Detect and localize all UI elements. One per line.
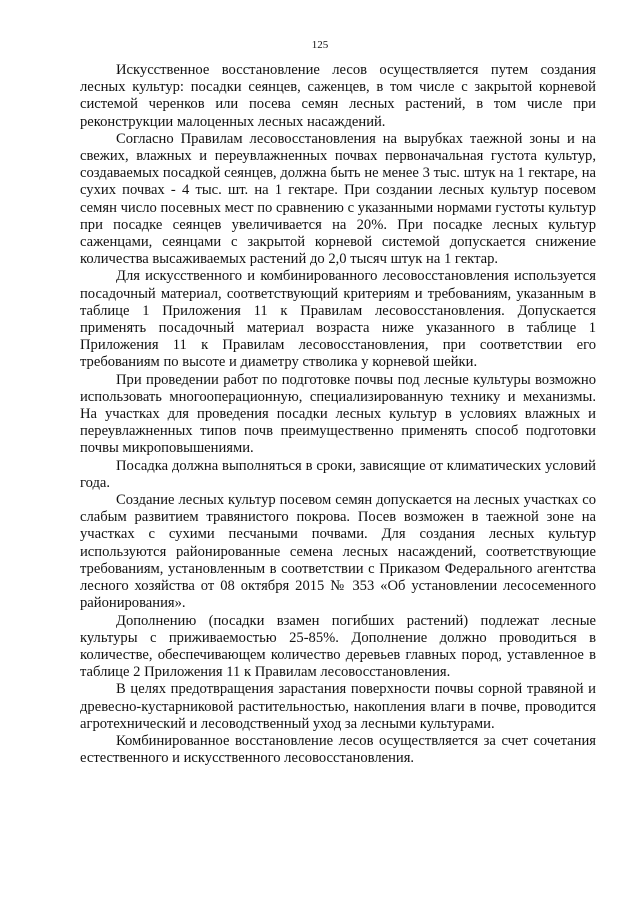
paragraph-planting-material: Для искусственного и комбинированного лесовосстановления используется посадочный материал, соответствующий критериям и требованиям, указанным в таблице 1 Приложения 11 к Правилам лесовосстановления. Допускается применять посадочный материал возраста ниже указанного в таблице 1 Приложения 11 к Правилам лесовосстановления, при соответствии его требованиям по высоте и диаметру стволика у корневой шейки. bbox=[80, 268, 596, 371]
paragraph-agrotechnical-care: В целях предотвращения зарастания поверхности почвы сорной травяной и древесно-кустарниковой растительностью, накопления влаги в почве, проводится агротехнический и лесоводственный уход за лесными культурами. bbox=[80, 681, 596, 732]
page-number: 125 bbox=[311, 39, 329, 51]
body-text bbox=[80, 62, 596, 767]
paragraph-soil-preparation: При проведении работ по подготовке почвы под лесные культуры возможно использовать многооперационную, специализированную технику и механизмы. На участках для проведения посадки лесных культур в условиях влажных и переувлажненных типов почв преимущественно применять способ подготовки почвы микроповышениями. bbox=[80, 371, 596, 457]
paragraph-artificial-restoration: Искусственное восстановление лесов осуществляется путем создания лесных культур: посадки сеянцев, саженцев, в том числе с закрытой корневой системой черенков или посева семян лесных растений, в том числе при реконструкции малоценных лесных насаждений. bbox=[80, 62, 596, 130]
paragraph-replanting: Дополнению (посадки взамен погибших растений) подлежат лесные культуры с приживаемостью 25-85%. Дополнение должно проводиться в количестве, обеспечивающем количество деревьев главных пород, уставленное в таблице 2 Приложения 11 к Правилам лесовосстановления. bbox=[80, 612, 596, 681]
paragraph-seed-sowing: Создание лесных культур посевом семян допускается на лесных участках со слабым развитием травянистого покрова. Посев возможен в таежной зоне на участках с сухими песчаными почвами. Для создания лесных культур используются районированные семена лесных насаждений, соответствующие требованиям, установленным в соответствии с Приказом Федерального агентства лесного хозяйства от 08 октября 2015 № 353 «Об установлении лесосеменного районирования». bbox=[80, 492, 596, 612]
paragraph-combined-restoration: Комбинированное восстановление лесов осуществляется за счет сочетания естественного и искусственного лесовосстановления. bbox=[80, 732, 596, 767]
paragraph-planting-timing: Посадка должна выполняться в сроки, зависящие от климатических условий года. bbox=[80, 457, 596, 491]
paragraph-planting-density: Согласно Правилам лесовосстановления на вырубках таежной зоны и на свежих, влажных и переувлажненных почвах первоначальная густота культур, создаваемых посадкой сеянцев, должна быть не менее 3 тыс. штук на 1 гектаре, на сухих почвах - 4 тыс. шт. на 1 гектаре. При создании лесных культур посевом семян число посевных мест по сравнению с указанными нормами густоты культур при посадке сеянцев увеличивается на 20%. При посадке лесных культур саженцами, сеянцами с закрытой корневой системой допускается снижение количества высаживаемых растений до 2,0 тысяч штук на 1 гектар. bbox=[80, 130, 596, 268]
